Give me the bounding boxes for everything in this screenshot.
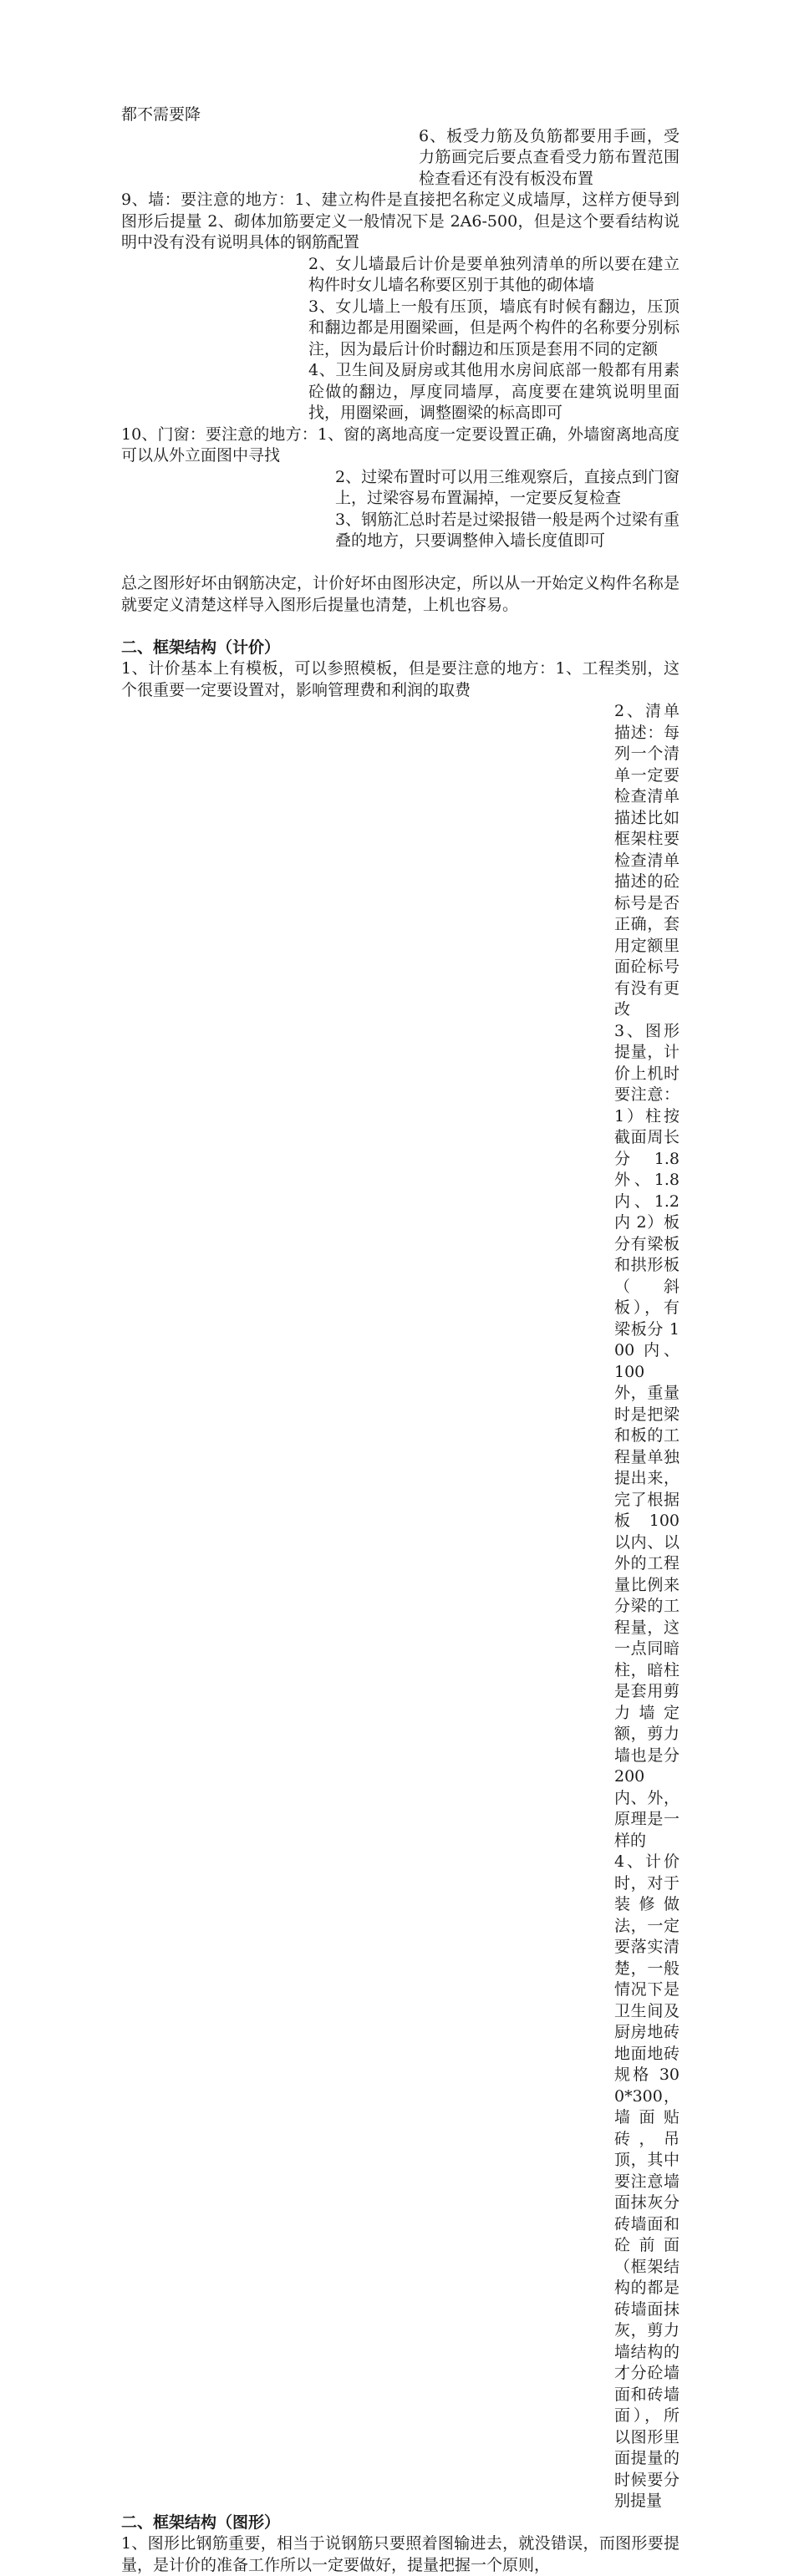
section-heading: 二、框架结构（计价）	[121, 638, 281, 657]
section-heading: 二、框架结构（图形）	[121, 2512, 281, 2532]
paragraph: 1、图形比钢筋重要，相当于说钢筋只要照着图输进去，就没错误，而图形要提量，是计价的准备工作所以一定要做好，提量把握一个原则，	[121, 2534, 679, 2574]
paragraph: 9、墙：要注意的地方：1、建立构件是直接把名称定义成墙厚，这样方便导到图形后提量 2、砌体加筋要定义一般情况下是 2A6-500，但是这个要看结构说明中没有没有说明具体的钢筋配置	[121, 191, 679, 252]
paragraph: 6、板受力筋及负筋都要用手画，受力筋画完后要点查看受力筋布置范围检查看还有没有板没布置	[419, 126, 679, 188]
paragraph: 都不需要降	[121, 105, 201, 124]
paragraph: 2、清单描述：每列一个清单一定要检查清单描述比如框架柱要检查清单描述的砼标号是否正确，套用定额里面砼标号有没有更改	[614, 702, 679, 1019]
paragraph: 10、门窗：要注意的地方：1、窗的离地高度一定要设置正确，外墙窗离地高度可以从外立面图中寻找	[121, 424, 679, 465]
paragraph: 总之图形好坏由钢筋决定，计价好坏由图形决定，所以从一开始定义构件名称是就要定义清楚这样导入图形后提量也清楚，上机也容易。	[121, 574, 679, 614]
paragraph: 4、计价时，对于装修做法，一定要落实清楚，一般情况下是卫生间及厨房地砖地面地砖规格 300*300，墙面贴砖，吊顶，其中要注意墙面抹灰分砖墙面和砼前面（框架结构的都是砖墙面抹灰，剪力墙结构的才分砼墙面和砖墙面），所以图形里面提量的时候要分别提量	[614, 1852, 679, 2510]
paragraph: 3、女儿墙上一般有压顶，墙底有时候有翻边，压顶和翻边都是用圈梁画，但是两个构件的名称要分别标注，因为最后计价时翻边和压顶是套用不同的定额	[308, 297, 679, 358]
paragraph: 2、女儿墙最后计价是要单独列清单的所以要在建立构件时女儿墙名称要区别于其他的砌体墙	[308, 254, 679, 294]
paragraph: 1、计价基本上有模板，可以参照模板，但是要注意的地方：1、工程类别，这个很重要一定要设置对，影响管理费和利润的取费	[121, 659, 679, 699]
blank-line	[121, 616, 679, 638]
paragraph: 3、钢筋汇总时若是过梁报错一般是两个过梁有重叠的地方，只要调整伸入墙长度值即可	[335, 510, 679, 550]
paragraph: 3、图形提量，计价上机时要注意：1）柱按截面周长分 1.8 外、1.8 内、1.2 内 2）板分有梁板和拱形板（斜板），有梁板分 100 内、100 外，重量时是把梁和板的工程量单独提出来，完了根据板 100 以内、以外的工程量比例来分梁的工程量，这一点同暗柱，暗柱是套用剪力墙定额，剪力墙也是分 200 内、外，原理是一样的	[614, 1021, 679, 1850]
paragraph: 2、过梁布置时可以用三维观察后，直接点到门窗上，过梁容易布置漏掉，一定要反复检查	[335, 467, 679, 507]
paragraph: 4、卫生间及厨房或其他用水房间底部一般都有用素砼做的翻边，厚度同墙厚，高度要在建筑说明里面找，用圈梁画，调整圈梁的标高即可	[308, 361, 679, 422]
blank-line	[121, 552, 679, 574]
document-body	[121, 104, 679, 2576]
